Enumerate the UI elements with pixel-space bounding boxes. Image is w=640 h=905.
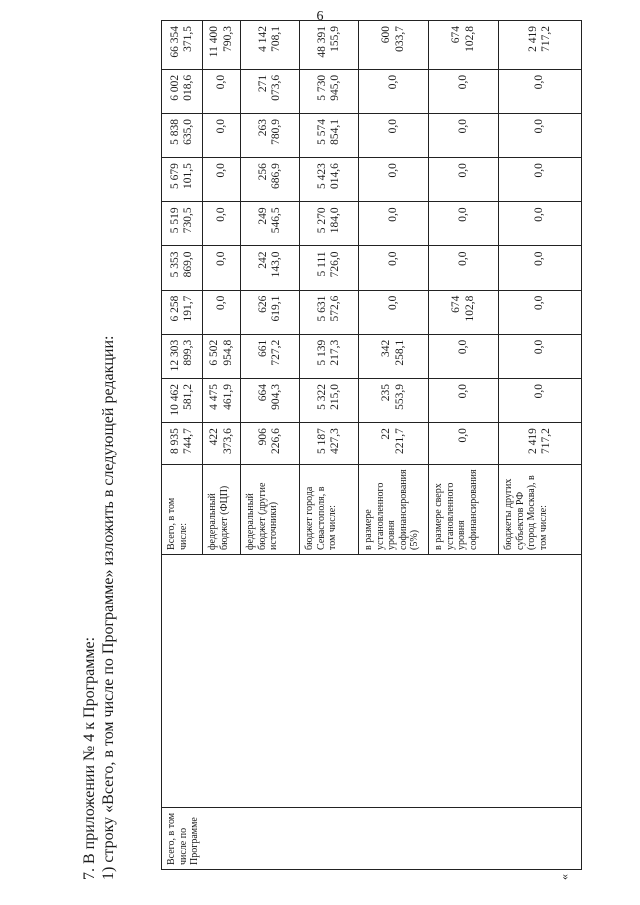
value-cell: 6 258 191,7 — [162, 290, 203, 334]
value-cell: 664 904,3 — [241, 378, 300, 422]
opening-quote: « — [557, 874, 571, 880]
value-cell: 0,0 — [429, 423, 499, 465]
value-cell: 0,0 — [499, 334, 582, 378]
rotated-page-content — [80, 20, 571, 880]
budget-table-body — [162, 21, 582, 870]
value-cell: 5 270 184,0 — [300, 202, 359, 246]
value-cell: 5 631 572,6 — [300, 290, 359, 334]
section-heading: 7. В приложении № 4 к Программе: — [81, 636, 98, 880]
value-cell: 5 353 869,0 — [162, 246, 203, 290]
value-cell: 5 730 945,0 — [300, 69, 359, 113]
value-cell: 0,0 — [203, 290, 241, 334]
value-cell: 5 838 635,0 — [162, 114, 203, 158]
value-cell: 0,0 — [429, 378, 499, 422]
value-cell: 249 546,5 — [241, 202, 300, 246]
value-cell: 0,0 — [203, 202, 241, 246]
row-label: федеральный бюджет (ФЦП) — [203, 465, 241, 555]
row-label: бюджеты других субъектов РФ (город Москва), в том числе: — [499, 465, 582, 555]
value-cell: 0,0 — [359, 158, 429, 202]
value-cell: 0,0 — [499, 114, 582, 158]
row-label: в размере сверх установленного уровня софинансирования — [429, 465, 499, 555]
value-cell: 5 423 014,6 — [300, 158, 359, 202]
value-cell: 0,0 — [359, 246, 429, 290]
row-label: бюджет города Севастополя, в том числе: — [300, 465, 359, 555]
value-cell: 10 462 581,2 — [162, 378, 203, 422]
value-cell: 5 139 217,3 — [300, 334, 359, 378]
table-row — [162, 21, 203, 870]
value-cell: 4 142 708,1 — [241, 21, 300, 70]
value-cell: 5 111 726,0 — [300, 246, 359, 290]
page-number: 6 — [316, 9, 324, 24]
value-cell: 271 073,6 — [241, 69, 300, 113]
row-label: Всего, в том числе: — [162, 465, 203, 555]
value-cell: 0,0 — [359, 290, 429, 334]
value-cell: 0,0 — [203, 114, 241, 158]
value-cell: 48 391 155,9 — [300, 21, 359, 70]
value-cell: 2 419 717,2 — [499, 423, 582, 465]
value-cell: 674 102,8 — [429, 290, 499, 334]
value-cell: 0,0 — [499, 246, 582, 290]
value-cell: 0,0 — [429, 202, 499, 246]
value-cell: 342 258,1 — [359, 334, 429, 378]
value-cell: 0,0 — [203, 69, 241, 113]
value-cell: 0,0 — [499, 378, 582, 422]
value-cell: 242 143,0 — [241, 246, 300, 290]
value-cell: 5 679 101,5 — [162, 158, 203, 202]
value-cell: 0,0 — [499, 290, 582, 334]
value-cell: 0,0 — [429, 69, 499, 113]
row-label: в размере установленного уровня софинансирования (5%) — [359, 465, 429, 555]
value-cell: 0,0 — [203, 246, 241, 290]
value-cell: 22 221,7 — [359, 423, 429, 465]
value-cell: 5 574 854,1 — [300, 114, 359, 158]
value-cell: 0,0 — [203, 158, 241, 202]
value-cell: 4 475 461,9 — [203, 378, 241, 422]
value-cell: 66 354 371,5 — [162, 21, 203, 70]
value-cell: 422 373,6 — [203, 423, 241, 465]
value-cell: 235 553,9 — [359, 378, 429, 422]
subsection-heading: 1) строку «Всего, в том числе по Программе» изложить в следующей редакции: — [100, 335, 117, 880]
value-cell: 0,0 — [499, 202, 582, 246]
value-cell: 0,0 — [429, 334, 499, 378]
value-cell: 5 519 730,5 — [162, 202, 203, 246]
value-cell: 11 400 790,3 — [203, 21, 241, 70]
value-cell: 0,0 — [429, 114, 499, 158]
value-cell: 263 780,9 — [241, 114, 300, 158]
value-cell: 0,0 — [429, 158, 499, 202]
value-cell: 0,0 — [499, 158, 582, 202]
value-cell: 5 322 215,0 — [300, 378, 359, 422]
value-cell: 661 727,2 — [241, 334, 300, 378]
value-cell: 8 935 744,7 — [162, 423, 203, 465]
row-label: федеральный бюджет (другие источники) — [241, 465, 300, 555]
value-cell: 6 002 018,6 — [162, 69, 203, 113]
value-cell: 626 619,1 — [241, 290, 300, 334]
value-cell: 256 686,9 — [241, 158, 300, 202]
value-cell: 0,0 — [429, 246, 499, 290]
value-cell: 0,0 — [359, 114, 429, 158]
budget-table — [161, 20, 582, 870]
empty-cell — [162, 554, 582, 808]
value-cell: 0,0 — [359, 202, 429, 246]
value-cell: 0,0 — [499, 69, 582, 113]
value-cell: 2 419 717,2 — [499, 21, 582, 70]
row-title-cell: Всего, в том числе по Программе — [162, 808, 582, 870]
value-cell: 600 033,7 — [359, 21, 429, 70]
value-cell: 906 226,6 — [241, 423, 300, 465]
value-cell: 674 102,8 — [429, 21, 499, 70]
value-cell: 5 187 427,3 — [300, 423, 359, 465]
value-cell: 6 502 954,8 — [203, 334, 241, 378]
value-cell: 0,0 — [359, 69, 429, 113]
value-cell: 12 303 899,3 — [162, 334, 203, 378]
